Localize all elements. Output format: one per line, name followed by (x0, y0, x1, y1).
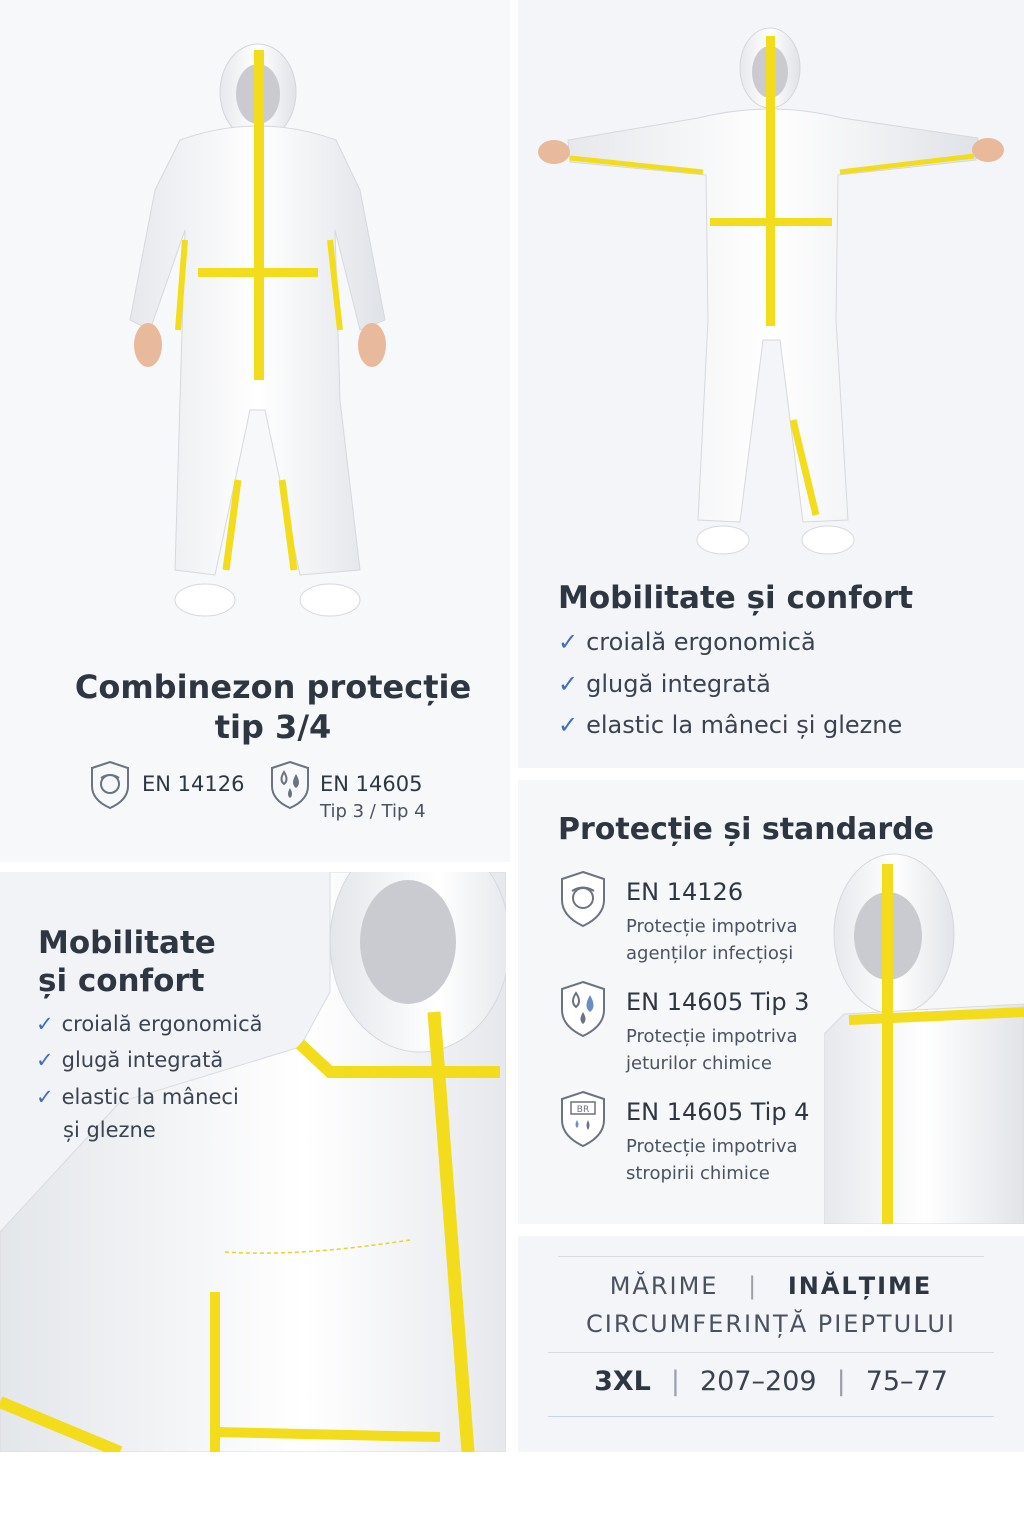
standard-en14126-name: EN 14126 (626, 878, 744, 906)
product-title (0, 668, 510, 746)
feature-item (558, 628, 816, 656)
standard-en14605-tip4-name: EN 14605 Tip 4 (626, 1098, 810, 1126)
standard-en14605-tip3-name: EN 14605 Tip 3 (626, 988, 810, 1016)
standard-en14126: EN 14126 (142, 772, 245, 796)
height-label: INĂLȚIME (787, 1272, 933, 1300)
feature-label: croială ergonomică (61, 1012, 263, 1036)
feature-label: elastic la mâneci și glezne (586, 711, 903, 739)
mobility-title-line2: și confort (38, 963, 205, 999)
mobility-title-line1: Mobilitate (38, 925, 216, 961)
feature-label: glugă integrată (586, 670, 771, 698)
height-value: 207–209 (700, 1366, 817, 1397)
standards-title: Protecție și standarde (558, 812, 934, 847)
check-icon: ✓ (558, 711, 579, 739)
standards-panel (518, 780, 1024, 1224)
chest-value: 75–77 (865, 1366, 948, 1397)
droplets-shield-icon (268, 760, 312, 810)
standard-en14126-desc (626, 913, 798, 967)
standard-desc-line2: jeturilor chimice (626, 1053, 772, 1074)
coverall-hood-illustration (824, 844, 1024, 1224)
divider (548, 1352, 994, 1353)
feature-item (36, 1012, 262, 1036)
coverall-front-illustration (0, 0, 510, 640)
biohazard-shield-icon (88, 760, 132, 810)
standard-en14605-tip4-desc (626, 1133, 798, 1187)
separator: | (670, 1366, 680, 1397)
coverall-arms-out-illustration (518, 0, 1024, 570)
standard-desc-line1: Protecție impotriva (626, 1026, 798, 1047)
size-values-row (518, 1366, 1024, 1397)
feature-item (558, 711, 902, 739)
biohazard-shield-icon (558, 870, 608, 928)
size-value: 3XL (594, 1366, 651, 1397)
feature-label: croială ergonomică (586, 628, 816, 656)
product-title-line1: Combinezon protecție (74, 668, 472, 706)
check-icon: ✓ (558, 628, 579, 656)
check-icon: ✓ (36, 1048, 54, 1072)
standard-desc-line2: stropirii chimice (626, 1163, 770, 1184)
feature-label: elastic la mâneci (61, 1085, 239, 1109)
check-icon: ✓ (558, 670, 579, 698)
standard-desc-line2: agenților infecțioși (626, 943, 794, 964)
feature-label: glugă integrată (61, 1048, 224, 1072)
feature-item (558, 670, 771, 698)
standard-en14605-type: Tip 3 / Tip 4 (320, 801, 426, 822)
size-header-line1 (518, 1272, 1024, 1300)
separator: | (836, 1366, 846, 1397)
svg-text:BR: BR (576, 1105, 590, 1115)
standard-en14605: EN 14605 (320, 772, 423, 796)
separator: | (748, 1272, 759, 1300)
product-title-line2: tip 3/4 (214, 708, 332, 746)
divider (558, 1256, 984, 1257)
mobility-title-closeup (38, 924, 216, 1000)
standard-desc-line1: Protecție impotriva (626, 916, 798, 937)
mobility-panel-closeup (0, 872, 506, 1452)
mobility-panel-arms-out (518, 0, 1024, 768)
mobility-title: Mobilitate și confort (558, 580, 914, 616)
feature-item (36, 1085, 239, 1109)
droplets-shield-icon (558, 980, 608, 1038)
chest-label: CIRCUMFERINȚĂ PIEPTULUI (586, 1310, 956, 1338)
size-label: MĂRIME (609, 1272, 719, 1300)
size-panel (518, 1236, 1024, 1452)
feature-item (36, 1048, 223, 1072)
standard-desc-line1: Protecție impotriva (626, 1136, 798, 1157)
feature-label-continued: și glezne (63, 1118, 156, 1142)
standard-en14605-tip3-desc (626, 1023, 798, 1077)
check-icon: ✓ (36, 1012, 54, 1036)
spray-shield-icon (558, 1090, 608, 1148)
product-panel-front (0, 0, 510, 862)
divider (548, 1416, 994, 1417)
check-icon: ✓ (36, 1085, 54, 1109)
